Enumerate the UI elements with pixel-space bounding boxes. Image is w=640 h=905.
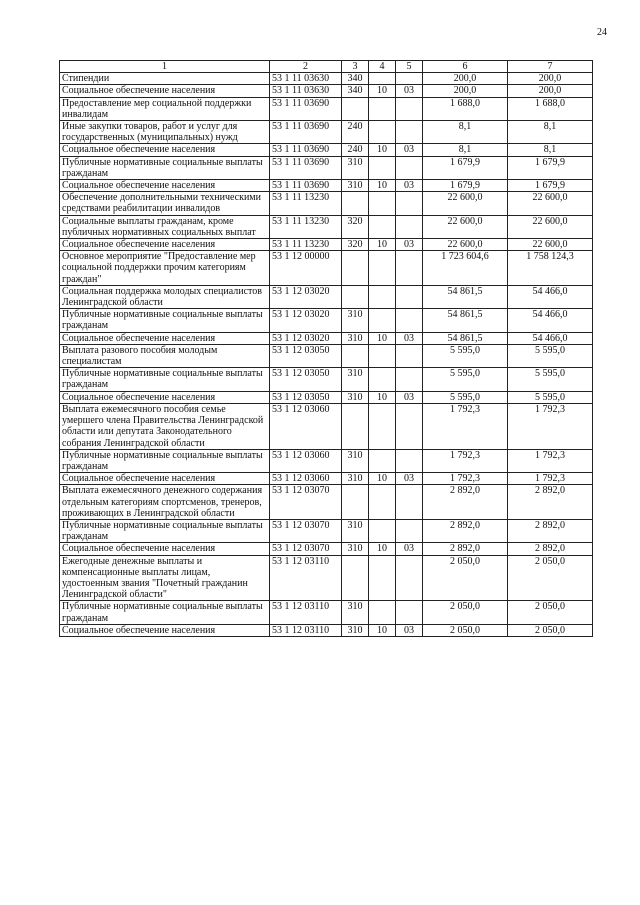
- section-code: 10: [369, 85, 396, 97]
- subsection-code: [396, 73, 423, 85]
- expense-type-code: 310: [342, 309, 369, 332]
- expense-type-code: [342, 403, 369, 449]
- table-row: [60, 215, 593, 238]
- section-code: 10: [369, 332, 396, 344]
- expense-type-code: [342, 555, 369, 601]
- table-row: [60, 85, 593, 97]
- target-code: 53 1 11 13230: [270, 239, 342, 251]
- amount-year-2: 22 600,0: [508, 192, 593, 215]
- amount-year-2: 1 792,3: [508, 403, 593, 449]
- target-code: 53 1 12 03050: [270, 368, 342, 391]
- amount-year-2: 1 758 124,3: [508, 251, 593, 286]
- subsection-code: [396, 285, 423, 308]
- subsection-code: [396, 156, 423, 179]
- amount-year-1: 2 050,0: [423, 601, 508, 624]
- table-row: [60, 121, 593, 144]
- amount-year-1: 2 892,0: [423, 485, 508, 520]
- amount-year-1: 2 892,0: [423, 543, 508, 555]
- table-row: [60, 473, 593, 485]
- row-name: Публичные нормативные социальные выплаты гражданам: [60, 309, 270, 332]
- header-row: [60, 61, 593, 73]
- subsection-code: [396, 121, 423, 144]
- row-name: Публичные нормативные социальные выплаты гражданам: [60, 368, 270, 391]
- target-code: 53 1 11 03690: [270, 156, 342, 179]
- target-code: 53 1 12 03060: [270, 403, 342, 449]
- target-code: 53 1 12 03110: [270, 601, 342, 624]
- amount-year-1: 22 600,0: [423, 192, 508, 215]
- row-name: Публичные нормативные социальные выплаты гражданам: [60, 519, 270, 542]
- budget-table: [59, 60, 593, 637]
- header-cell: 6: [423, 61, 508, 73]
- section-code: [369, 215, 396, 238]
- target-code: 53 1 11 03690: [270, 180, 342, 192]
- expense-type-code: 340: [342, 85, 369, 97]
- expense-type-code: 240: [342, 121, 369, 144]
- subsection-code: [396, 251, 423, 286]
- row-name: Социальное обеспечение населения: [60, 543, 270, 555]
- amount-year-2: 2 050,0: [508, 601, 593, 624]
- section-code: [369, 555, 396, 601]
- expense-type-code: 310: [342, 332, 369, 344]
- table-row: [60, 180, 593, 192]
- section-code: [369, 601, 396, 624]
- target-code: 53 1 12 03060: [270, 473, 342, 485]
- amount-year-2: 54 466,0: [508, 332, 593, 344]
- subsection-code: 03: [396, 239, 423, 251]
- amount-year-2: 54 466,0: [508, 285, 593, 308]
- subsection-code: [396, 555, 423, 601]
- header-cell: 2: [270, 61, 342, 73]
- target-code: 53 1 12 03070: [270, 519, 342, 542]
- row-name: Ежегодные денежные выплаты и компенсационные выплаты лицам, удостоенным звания "Почетный гражданин Ленинградской области": [60, 555, 270, 601]
- subsection-code: 03: [396, 473, 423, 485]
- amount-year-2: 1 679,9: [508, 180, 593, 192]
- amount-year-1: 5 595,0: [423, 368, 508, 391]
- amount-year-1: 1 792,3: [423, 403, 508, 449]
- header-cell: 1: [60, 61, 270, 73]
- table-row: [60, 97, 593, 120]
- amount-year-2: 22 600,0: [508, 239, 593, 251]
- amount-year-1: 1 792,3: [423, 449, 508, 472]
- header-cell: 7: [508, 61, 593, 73]
- target-code: 53 1 12 03050: [270, 344, 342, 367]
- table-row: [60, 285, 593, 308]
- amount-year-1: 200,0: [423, 85, 508, 97]
- target-code: 53 1 11 03630: [270, 85, 342, 97]
- amount-year-1: 22 600,0: [423, 239, 508, 251]
- row-name: Социальное обеспечение населения: [60, 391, 270, 403]
- subsection-code: [396, 368, 423, 391]
- subsection-code: 03: [396, 85, 423, 97]
- row-name: Предоставление мер социальной поддержки инвалидам: [60, 97, 270, 120]
- expense-type-code: 310: [342, 449, 369, 472]
- section-code: [369, 97, 396, 120]
- amount-year-1: 5 595,0: [423, 344, 508, 367]
- amount-year-1: 1 679,9: [423, 180, 508, 192]
- expense-type-code: 310: [342, 519, 369, 542]
- amount-year-1: 8,1: [423, 121, 508, 144]
- amount-year-2: 2 050,0: [508, 555, 593, 601]
- amount-year-2: 1 792,3: [508, 449, 593, 472]
- table-row: [60, 368, 593, 391]
- target-code: 53 1 12 03020: [270, 285, 342, 308]
- section-code: [369, 309, 396, 332]
- amount-year-2: 8,1: [508, 121, 593, 144]
- table-row: [60, 239, 593, 251]
- section-code: 10: [369, 624, 396, 636]
- amount-year-1: 1 688,0: [423, 97, 508, 120]
- target-code: 53 1 12 03110: [270, 624, 342, 636]
- target-code: 53 1 11 13230: [270, 192, 342, 215]
- amount-year-2: 1 688,0: [508, 97, 593, 120]
- row-name: Социальная поддержка молодых специалистов Ленинградской области: [60, 285, 270, 308]
- header-cell: 5: [396, 61, 423, 73]
- section-code: 10: [369, 543, 396, 555]
- amount-year-2: 8,1: [508, 144, 593, 156]
- section-code: [369, 121, 396, 144]
- section-code: [369, 485, 396, 520]
- row-name: Обеспечение дополнительными техническими средствами реабилитации инвалидов: [60, 192, 270, 215]
- amount-year-2: 1 792,3: [508, 473, 593, 485]
- section-code: [369, 251, 396, 286]
- expense-type-code: [342, 251, 369, 286]
- expense-type-code: 310: [342, 601, 369, 624]
- row-name: Социальное обеспечение населения: [60, 239, 270, 251]
- subsection-code: [396, 601, 423, 624]
- expense-type-code: 320: [342, 239, 369, 251]
- table-row: [60, 332, 593, 344]
- row-name: Публичные нормативные социальные выплаты гражданам: [60, 449, 270, 472]
- amount-year-1: 2 050,0: [423, 624, 508, 636]
- amount-year-1: 54 861,5: [423, 285, 508, 308]
- row-name: Стипендии: [60, 73, 270, 85]
- amount-year-2: 2 892,0: [508, 519, 593, 542]
- section-code: [369, 519, 396, 542]
- amount-year-2: 5 595,0: [508, 344, 593, 367]
- amount-year-1: 1 679,9: [423, 156, 508, 179]
- section-code: 10: [369, 144, 396, 156]
- amount-year-2: 200,0: [508, 73, 593, 85]
- expense-type-code: 310: [342, 180, 369, 192]
- target-code: 53 1 12 03020: [270, 309, 342, 332]
- target-code: 53 1 11 03690: [270, 121, 342, 144]
- row-name: Выплата разового пособия молодым специалистам: [60, 344, 270, 367]
- table-row: [60, 156, 593, 179]
- expense-type-code: [342, 285, 369, 308]
- section-code: [369, 368, 396, 391]
- section-code: 10: [369, 180, 396, 192]
- expense-type-code: [342, 485, 369, 520]
- expense-type-code: 320: [342, 215, 369, 238]
- target-code: 53 1 11 03630: [270, 73, 342, 85]
- amount-year-1: 5 595,0: [423, 391, 508, 403]
- header-cell: 4: [369, 61, 396, 73]
- table-row: [60, 344, 593, 367]
- amount-year-2: 5 595,0: [508, 391, 593, 403]
- table-row: [60, 192, 593, 215]
- row-name: Социальное обеспечение населения: [60, 473, 270, 485]
- target-code: 53 1 11 03690: [270, 97, 342, 120]
- target-code: 53 1 11 13230: [270, 215, 342, 238]
- subsection-code: 03: [396, 391, 423, 403]
- subsection-code: [396, 519, 423, 542]
- section-code: [369, 285, 396, 308]
- subsection-code: [396, 309, 423, 332]
- row-name: Социальное обеспечение населения: [60, 180, 270, 192]
- section-code: 10: [369, 391, 396, 403]
- table-row: [60, 391, 593, 403]
- target-code: 53 1 12 03070: [270, 485, 342, 520]
- subsection-code: [396, 192, 423, 215]
- row-name: Выплата ежемесячного пособия семье умершего члена Правительства Ленинградской области или депутата Законодательного собрания Ленинградской области: [60, 403, 270, 449]
- subsection-code: [396, 344, 423, 367]
- amount-year-2: 54 466,0: [508, 309, 593, 332]
- target-code: 53 1 11 03690: [270, 144, 342, 156]
- expense-type-code: [342, 192, 369, 215]
- section-code: 10: [369, 473, 396, 485]
- amount-year-2: 22 600,0: [508, 215, 593, 238]
- table-row: [60, 309, 593, 332]
- subsection-code: 03: [396, 180, 423, 192]
- row-name: Социальное обеспечение населения: [60, 332, 270, 344]
- row-name: Социальные выплаты гражданам, кроме публичных нормативных социальных выплат: [60, 215, 270, 238]
- row-name: Публичные нормативные социальные выплаты гражданам: [60, 601, 270, 624]
- subsection-code: 03: [396, 332, 423, 344]
- subsection-code: [396, 449, 423, 472]
- table-row: [60, 624, 593, 636]
- section-code: [369, 73, 396, 85]
- subsection-code: [396, 485, 423, 520]
- subsection-code: 03: [396, 144, 423, 156]
- header-cell: 3: [342, 61, 369, 73]
- target-code: 53 1 12 03070: [270, 543, 342, 555]
- expense-type-code: [342, 344, 369, 367]
- amount-year-2: 1 679,9: [508, 156, 593, 179]
- table-body: [60, 73, 593, 637]
- table-row: [60, 543, 593, 555]
- section-code: [369, 344, 396, 367]
- amount-year-1: 1 792,3: [423, 473, 508, 485]
- table-row: [60, 73, 593, 85]
- amount-year-1: 22 600,0: [423, 215, 508, 238]
- row-name: Публичные нормативные социальные выплаты гражданам: [60, 156, 270, 179]
- table-row: [60, 403, 593, 449]
- amount-year-1: 200,0: [423, 73, 508, 85]
- row-name: Социальное обеспечение населения: [60, 144, 270, 156]
- expense-type-code: 310: [342, 391, 369, 403]
- expense-type-code: 310: [342, 473, 369, 485]
- section-code: [369, 156, 396, 179]
- row-name: Социальное обеспечение населения: [60, 624, 270, 636]
- row-name: Основное мероприятие "Предоставление мер социальной поддержки прочим категориям граждан": [60, 251, 270, 286]
- table-row: [60, 601, 593, 624]
- target-code: 53 1 12 00000: [270, 251, 342, 286]
- row-name: Иные закупки товаров, работ и услуг для государственных (муниципальных) нужд: [60, 121, 270, 144]
- amount-year-1: 8,1: [423, 144, 508, 156]
- target-code: 53 1 12 03060: [270, 449, 342, 472]
- expense-type-code: 340: [342, 73, 369, 85]
- target-code: 53 1 12 03020: [270, 332, 342, 344]
- amount-year-2: 2 892,0: [508, 543, 593, 555]
- table-row: [60, 449, 593, 472]
- section-code: [369, 403, 396, 449]
- expense-type-code: 310: [342, 624, 369, 636]
- section-code: [369, 449, 396, 472]
- amount-year-2: 2 892,0: [508, 485, 593, 520]
- table-row: [60, 144, 593, 156]
- expense-type-code: 310: [342, 368, 369, 391]
- amount-year-2: 200,0: [508, 85, 593, 97]
- page-number: 24: [597, 27, 607, 38]
- target-code: 53 1 12 03110: [270, 555, 342, 601]
- table-row: [60, 555, 593, 601]
- expense-type-code: [342, 97, 369, 120]
- section-code: 10: [369, 239, 396, 251]
- amount-year-1: 1 723 604,6: [423, 251, 508, 286]
- subsection-code: [396, 403, 423, 449]
- target-code: 53 1 12 03050: [270, 391, 342, 403]
- amount-year-2: 5 595,0: [508, 368, 593, 391]
- amount-year-1: 2 050,0: [423, 555, 508, 601]
- expense-type-code: 310: [342, 543, 369, 555]
- subsection-code: 03: [396, 543, 423, 555]
- subsection-code: 03: [396, 624, 423, 636]
- row-name: Выплата ежемесячного денежного содержания отдельным категориям спортсменов, тренеров, проживающих в Ленинградской области: [60, 485, 270, 520]
- amount-year-1: 54 861,5: [423, 309, 508, 332]
- table-row: [60, 251, 593, 286]
- expense-type-code: 240: [342, 144, 369, 156]
- amount-year-1: 54 861,5: [423, 332, 508, 344]
- subsection-code: [396, 215, 423, 238]
- amount-year-2: 2 050,0: [508, 624, 593, 636]
- row-name: Социальное обеспечение населения: [60, 85, 270, 97]
- expense-type-code: 310: [342, 156, 369, 179]
- table-row: [60, 485, 593, 520]
- section-code: [369, 192, 396, 215]
- subsection-code: [396, 97, 423, 120]
- table-row: [60, 519, 593, 542]
- amount-year-1: 2 892,0: [423, 519, 508, 542]
